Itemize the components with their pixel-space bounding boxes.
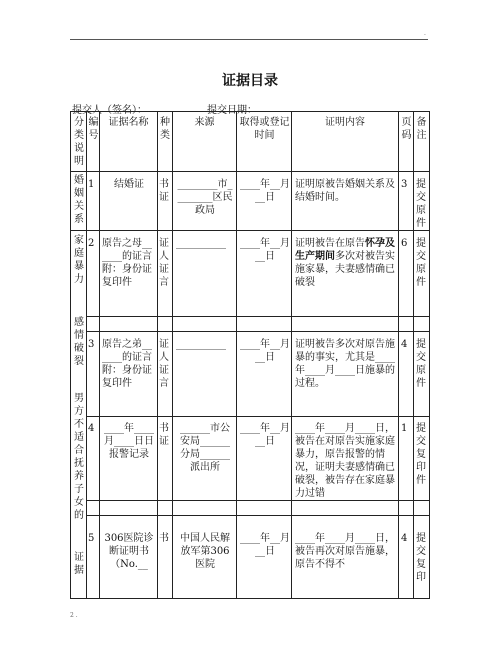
date-label (207, 101, 257, 116)
content-text-emphasis: 怀孕及生产期间 (295, 238, 395, 262)
evidence-kind: 书证 (159, 423, 169, 447)
evidence-source: ______市公安局______分局______派出所 (180, 423, 230, 473)
page-number: 6 (401, 238, 408, 249)
evidence-content: ____年____月____日，被告在对原告实施家庭暴力，原告报警的情况，证明夫妻感情确已破裂，被告存在家庭暴力过错 (295, 423, 395, 499)
remark: 提交复印 (416, 533, 426, 583)
col-header-time: 取得或登记时间 (239, 117, 290, 141)
row-number: 2 (88, 238, 95, 249)
evidence-kind: 书 (159, 533, 169, 544)
page-number: 3 (401, 179, 408, 190)
col-header-content: 证明内容 (325, 117, 365, 128)
category-marriage: 婚姻关系 (74, 175, 84, 225)
row-number: 4 (88, 423, 95, 434)
category-evidence: 证据 (74, 552, 84, 576)
evidence-source: __________ (176, 238, 226, 249)
evidence-content (295, 237, 397, 289)
evidence-content: 证明原被告婚姻关系及结婚时间。 (295, 179, 395, 203)
page-title: 证据目录 (222, 73, 278, 89)
col-header-source: 来源 (194, 117, 215, 128)
evidence-kind: 书证 (159, 179, 169, 203)
evidence-time: ____年__月__日 (240, 533, 290, 557)
remark: 提交原件 (416, 238, 426, 288)
row-number: 3 (88, 339, 95, 350)
evidence-name: ____年____月____日日报警记录 (104, 423, 154, 460)
page-number: 1 (401, 423, 408, 434)
category-domestic-violence: 家庭暴力 (74, 235, 84, 285)
evidence-time: ____年__月__日 (240, 339, 290, 363)
header-mark: . (424, 30, 426, 37)
evidence-kind: 证人证言 (159, 339, 169, 389)
row-number: 1 (88, 179, 95, 190)
col-header-name: 证据名称 (108, 117, 149, 128)
col-header-page: 页码 (401, 117, 412, 141)
header-rule (70, 39, 428, 40)
evidence-name: 原告之弟______的证言附：身份证复印件 (102, 339, 152, 389)
evidence-source: ________市________区民政局 (177, 179, 233, 216)
evidence-name: 原告之母______的证言附：身份证复印件 (102, 238, 152, 288)
evidence-content: 证明被告多次对原告施暴的事实，尤其是____年____月____日施暴的过程。 (295, 339, 395, 389)
remark: 提交原件 (416, 339, 426, 389)
row-number: 5 (88, 533, 95, 544)
remark: 提交原件 (416, 179, 426, 229)
evidence-name: 306医院诊断证明书（No.__ (104, 533, 154, 570)
remark: 提交复印件 (416, 423, 426, 486)
evidence-source: 中国人民解放军第306医院 (180, 533, 230, 570)
evidence-content: ____年____月____日，被告再次对原告施暴，原告不得不 (295, 533, 395, 570)
evidence-source: __________ (176, 339, 226, 350)
col-header-category: 分类说明 (74, 117, 84, 167)
submitter-label (72, 101, 147, 116)
category-relationship-breakdown: 感情破裂 (74, 317, 84, 367)
evidence-kind: 证人证言 (159, 238, 169, 288)
evidence-name: 结婚证 (114, 179, 144, 190)
col-header-kind: 种类 (160, 117, 170, 141)
col-header-number: 编号 (88, 117, 99, 141)
page-number: 4 (401, 533, 408, 544)
footer-mark: 2 . (70, 612, 78, 619)
category-custody: 男方不适合抚养子女的 (74, 393, 84, 521)
evidence-time: ____年__月__日 (240, 423, 290, 447)
content-text-pre: 证明被告在原告 (295, 238, 365, 249)
page-number: 4 (401, 339, 408, 350)
col-header-note: 备注 (416, 117, 427, 141)
content-text-post: 多次对被告实施家暴，夫妻感情确已破裂 (295, 251, 395, 288)
evidence-time: ____年__月__日 (240, 238, 290, 262)
evidence-time: ____年__月__日 (240, 179, 290, 203)
